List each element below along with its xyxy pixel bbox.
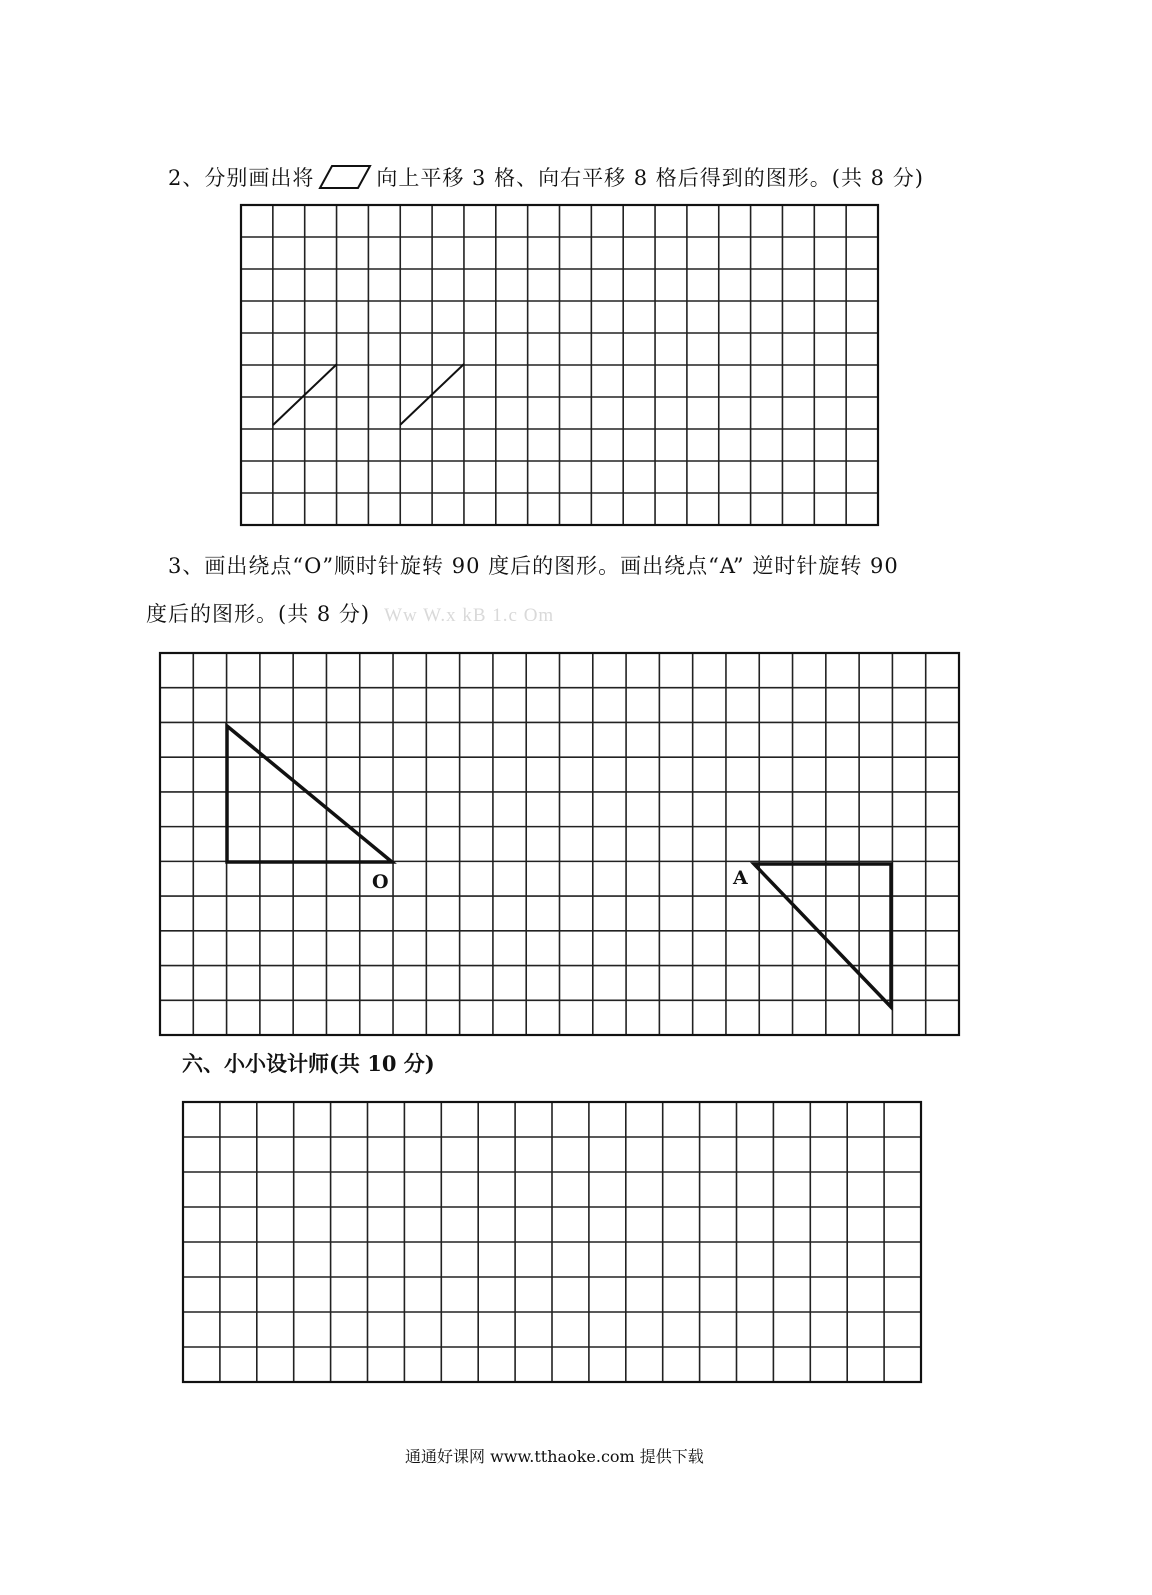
footer-text: 通通好课网 www.tthaoke.com 提供下载 (405, 1447, 704, 1466)
watermark-text: Ww W.x kB 1.c Om (384, 605, 555, 626)
point-a-label: A (733, 867, 748, 889)
parallelogram-icon (318, 164, 372, 195)
point-o-label: O (372, 871, 389, 893)
question-3-line-2-wrap (146, 598, 554, 628)
section-6-heading: 六、小小设计师(共 10 分) (182, 1051, 435, 1076)
question-2-text (168, 162, 924, 195)
question-3-grid-lines (160, 653, 959, 1035)
question-3-grid (158, 650, 962, 1038)
section-6-grid-lines (183, 1102, 921, 1382)
question-2-suffix: 向上平移 3 格、向右平移 8 格后得到的图形。(共 8 分) (376, 166, 924, 190)
question-3-line-1: 3、画出绕点“O”顺时针旋转 90 度后的图形。画出绕点“A” 逆时针旋转 90 (168, 554, 899, 578)
triangle-o (227, 726, 392, 862)
question-3-line-2: 度后的图形。(共 8 分) (146, 602, 371, 626)
triangle-a (754, 864, 891, 1007)
section-6-grid (181, 1099, 925, 1385)
question-2-grid (238, 200, 883, 528)
question-2-prefix: 2、分别画出将 (168, 166, 315, 190)
